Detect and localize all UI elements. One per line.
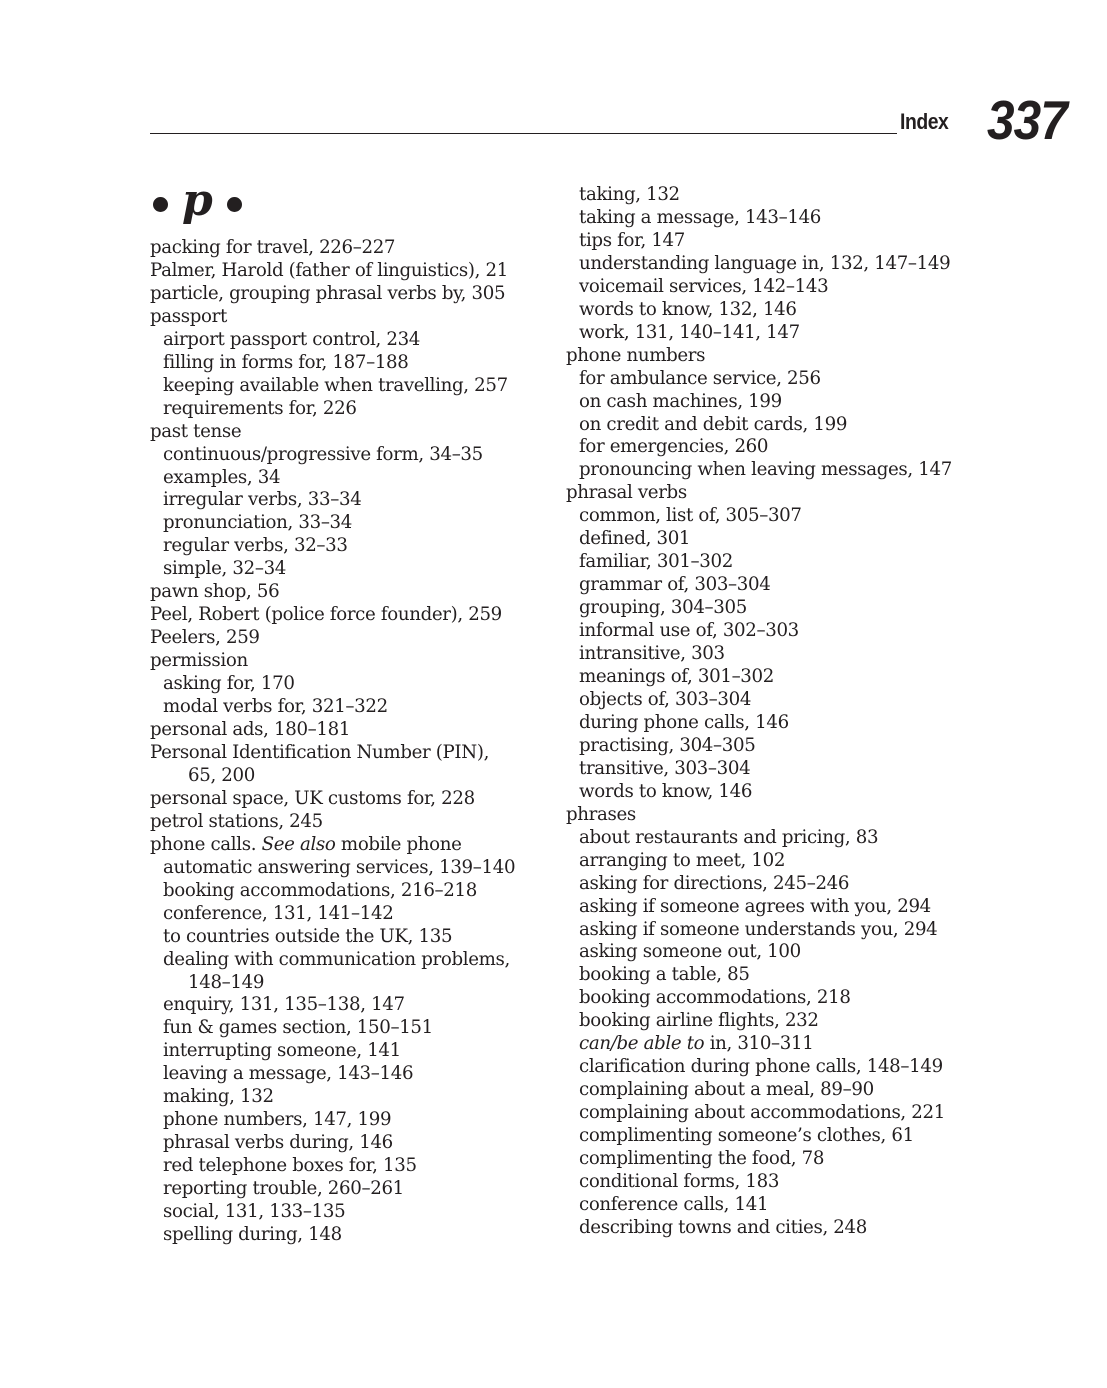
index-subentry [566, 207, 952, 230]
index-entry [150, 627, 515, 650]
entry-text: on cash machines, 199 [579, 390, 782, 412]
index-subentry [566, 184, 952, 207]
entry-continuation: 65, 200 [188, 764, 255, 786]
index-subentry [150, 880, 515, 903]
entry-text: work, 131, 140–141, 147 [579, 321, 800, 343]
index-subentry [566, 253, 952, 276]
entry-text: irregular verbs, 33–34 [163, 489, 362, 511]
index-subentry [150, 444, 515, 467]
index-subentry [566, 941, 952, 964]
index-entry [566, 482, 952, 505]
entry-text: describing towns and cities, 248 [579, 1216, 867, 1238]
entry-text: complimenting someone’s clothes, 61 [579, 1125, 914, 1147]
index-subentry [566, 436, 952, 459]
entry-text: examples, 34 [163, 466, 281, 488]
index-subentry [566, 322, 952, 345]
index-subentry [150, 1063, 515, 1086]
index-entry [150, 421, 515, 444]
index-subentry [150, 467, 515, 490]
index-subentry [566, 391, 952, 414]
index-subentry [566, 919, 952, 942]
index-entry [566, 345, 952, 368]
index-subentry [566, 1056, 952, 1079]
entry-text: arranging to meet, 102 [579, 849, 786, 871]
entry-text: booking airline flights, 232 [579, 1010, 819, 1032]
index-subentry [150, 535, 515, 558]
index-subentry [150, 903, 515, 926]
index-entry [150, 834, 515, 857]
entry-text: spelling during, 148 [163, 1223, 342, 1245]
index-subentry [566, 597, 952, 620]
entry-text: complaining about accommodations, 221 [579, 1102, 945, 1124]
entry-text: reporting trouble, 260–261 [163, 1178, 404, 1200]
index-subentry [150, 489, 515, 512]
entry-text: making, 132 [163, 1086, 274, 1108]
index-subentry [566, 276, 952, 299]
entry-text-after: in, 310–311 [704, 1033, 814, 1055]
section-letter: p [182, 175, 213, 226]
entry-text: complaining about a meal, 89–90 [579, 1079, 874, 1101]
index-subentry [150, 1017, 515, 1040]
index-subentry [150, 673, 515, 696]
entry-text: passport [150, 305, 227, 327]
entry-text: personal ads, 180–181 [150, 719, 351, 741]
entry-text: words to know, 132, 146 [579, 298, 797, 320]
page-number: 337 [987, 89, 1067, 151]
entry-text: automatic answering services, 139–140 [163, 856, 516, 878]
entry-text: phrasal verbs [566, 482, 687, 504]
entry-text: understanding language in, 132, 147–149 [579, 252, 951, 274]
index-subentry [566, 574, 952, 597]
index-entry [150, 719, 515, 742]
entry-text: common, list of, 305–307 [579, 505, 802, 527]
entry-text: conference calls, 141 [579, 1193, 769, 1215]
entry-text: for ambulance service, 256 [579, 367, 821, 389]
entry-text: asking for, 170 [163, 673, 295, 695]
entry-italic: can/be able to [579, 1033, 705, 1055]
index-subentry [566, 643, 952, 666]
entry-text: asking if someone understands you, 294 [579, 918, 938, 940]
entry-text: voicemail services, 142–143 [579, 275, 829, 297]
index-subentry [566, 1125, 952, 1148]
index-entry [150, 604, 515, 627]
entry-text: simple, 32–34 [163, 558, 287, 580]
entry-text: conditional forms, 183 [579, 1170, 780, 1192]
index-subentry [150, 375, 515, 398]
entry-text: pawn shop, 56 [150, 581, 280, 603]
index-entry [150, 788, 515, 811]
entry-text: Peelers, 259 [150, 627, 260, 649]
entry-text: personal space, UK customs for, 228 [150, 787, 475, 809]
entry-text: grouping, 304–305 [579, 597, 747, 619]
index-column-right [566, 184, 952, 1240]
entry-text: meanings of, 301–302 [579, 666, 774, 688]
entry-text: dealing with communication problems, [163, 948, 510, 970]
bullet-icon [153, 197, 168, 212]
index-subentry [566, 1148, 952, 1171]
index-subentry [150, 857, 515, 880]
index-subentry [150, 558, 515, 581]
entry-text: asking if someone agrees with you, 294 [579, 895, 931, 917]
entry-text: taking, 132 [579, 184, 680, 205]
entry-text: phone calls. [150, 833, 262, 855]
entry-text: regular verbs, 32–33 [163, 535, 348, 557]
entry-text: defined, 301 [579, 528, 691, 550]
entry-text: intransitive, 303 [579, 643, 725, 665]
index-subentry [150, 1178, 515, 1201]
bullet-icon [227, 197, 242, 212]
index-subentry [150, 1086, 515, 1109]
entry-text: phrases [566, 803, 636, 825]
entry-text: informal use of, 302–303 [579, 620, 799, 642]
entry-text: phone numbers [566, 344, 706, 366]
entry-text: asking for directions, 245–246 [579, 872, 850, 894]
index-subentry [566, 505, 952, 528]
index-subentry [566, 666, 952, 689]
entry-text: during phone calls, 146 [579, 711, 789, 733]
index-subentry [150, 512, 515, 535]
index-subentry [566, 528, 952, 551]
index-subentry [566, 781, 952, 804]
entry-text: leaving a message, 143–146 [163, 1063, 414, 1085]
index-subentry [566, 620, 952, 643]
index-entry [150, 283, 515, 306]
index-subentry [566, 735, 952, 758]
entry-text: grammar of, 303–304 [579, 574, 771, 596]
index-subentry [150, 994, 515, 1017]
entry-text: asking someone out, 100 [579, 941, 801, 963]
index-subentry [150, 1201, 515, 1224]
entry-text: airport passport control, 234 [163, 328, 421, 350]
index-subentry [150, 398, 515, 421]
index-subentry [566, 551, 952, 574]
index-subentry [566, 1033, 952, 1056]
entry-text: packing for travel, 226–227 [150, 237, 396, 258]
entry-text: on credit and debit cards, 199 [579, 413, 848, 435]
entry-text: red telephone boxes for, 135 [163, 1155, 417, 1177]
entry-text: filling in forms for, 187–188 [163, 351, 409, 373]
entry-text: about restaurants and pricing, 83 [579, 826, 879, 848]
entry-text: booking a table, 85 [579, 964, 750, 986]
index-subentry [150, 1155, 515, 1178]
entry-text: keeping available when travelling, 257 [163, 374, 508, 396]
running-head: Index [900, 109, 949, 134]
entry-text: Peel, Robert (police force founder), 259 [150, 604, 502, 626]
entry-text: pronouncing when leaving messages, 147 [579, 459, 952, 481]
index-subentry [566, 299, 952, 322]
index-subentry [566, 1102, 952, 1125]
section-heading [153, 176, 242, 226]
entry-text: tips for, 147 [579, 229, 685, 251]
entry-text: familiar, 301–302 [579, 551, 733, 573]
index-subentry [566, 368, 952, 391]
index-entry [150, 742, 515, 788]
index-subentry [566, 987, 952, 1010]
index-subentry [566, 873, 952, 896]
entry-text: transitive, 303–304 [579, 757, 751, 779]
entry-text: complimenting the food, 78 [579, 1148, 825, 1170]
entry-text: booking accommodations, 218 [579, 987, 851, 1009]
entry-text: phrasal verbs during, 146 [163, 1132, 393, 1154]
entry-text: phone numbers, 147, 199 [163, 1109, 392, 1131]
index-subentry [566, 1079, 952, 1102]
index-entry [150, 581, 515, 604]
index-subentry [566, 896, 952, 919]
index-subentry [150, 926, 515, 949]
entry-text: enquiry, 131, 135–138, 147 [163, 994, 405, 1016]
entry-text: objects of, 303–304 [579, 688, 752, 710]
entry-text: fun & games section, 150–151 [163, 1017, 433, 1039]
index-subentry [566, 230, 952, 253]
index-subentry [566, 758, 952, 781]
index-subentry [150, 1040, 515, 1063]
index-subentry [566, 459, 952, 482]
index-subentry [566, 850, 952, 873]
entry-text: words to know, 146 [579, 780, 753, 802]
index-entry [150, 650, 515, 673]
index-subentry [566, 712, 952, 735]
entry-text: past tense [150, 420, 242, 442]
index-subentry [566, 827, 952, 850]
index-subentry [566, 1171, 952, 1194]
entry-text: for emergencies, 260 [579, 436, 769, 458]
index-subentry [566, 1010, 952, 1033]
index-subentry [566, 414, 952, 437]
index-subentry [150, 1109, 515, 1132]
index-subentry [566, 964, 952, 987]
header-rule [150, 133, 897, 134]
entry-text: permission [150, 650, 248, 672]
entry-text: practising, 304–305 [579, 734, 756, 756]
index-entry [150, 260, 515, 283]
entry-text: petrol stations, 245 [150, 810, 323, 832]
entry-text: interrupting someone, 141 [163, 1040, 401, 1062]
entry-text: clarification during phone calls, 148–149 [579, 1056, 943, 1078]
entry-text: conference, 131, 141–142 [163, 902, 394, 924]
index-subentry [150, 352, 515, 375]
entry-text: continuous/progressive form, 34–35 [163, 443, 483, 465]
index-subentry [566, 1194, 952, 1217]
entry-text: to countries outside the UK, 135 [163, 925, 453, 947]
index-entry [150, 306, 515, 329]
entry-text: Palmer, Harold (father of linguistics), 21 [150, 259, 508, 281]
index-subentry [150, 329, 515, 352]
entry-italic: See also [261, 833, 336, 855]
index-subentry [150, 1132, 515, 1155]
entry-text-after: mobile phone [335, 833, 462, 855]
entry-text: booking accommodations, 216–218 [163, 879, 477, 901]
index-subentry [150, 949, 515, 995]
index-entry [150, 811, 515, 834]
entry-text: Personal Identification Number (PIN), [150, 741, 490, 763]
entry-text: particle, grouping phrasal verbs by, 305 [150, 282, 506, 304]
entry-text: taking a message, 143–146 [579, 206, 822, 228]
index-subentry [150, 1224, 515, 1247]
entry-text: social, 131, 133–135 [163, 1201, 346, 1223]
entry-continuation: 148–149 [188, 971, 265, 993]
index-entry [150, 237, 515, 260]
index-entry [566, 804, 952, 827]
index-column-left [150, 237, 515, 1247]
entry-text: modal verbs for, 321–322 [163, 696, 388, 718]
entry-text: requirements for, 226 [163, 397, 357, 419]
index-subentry [566, 1217, 952, 1240]
index-subentry [566, 689, 952, 712]
entry-text: pronunciation, 33–34 [163, 512, 353, 534]
index-subentry [150, 696, 515, 719]
